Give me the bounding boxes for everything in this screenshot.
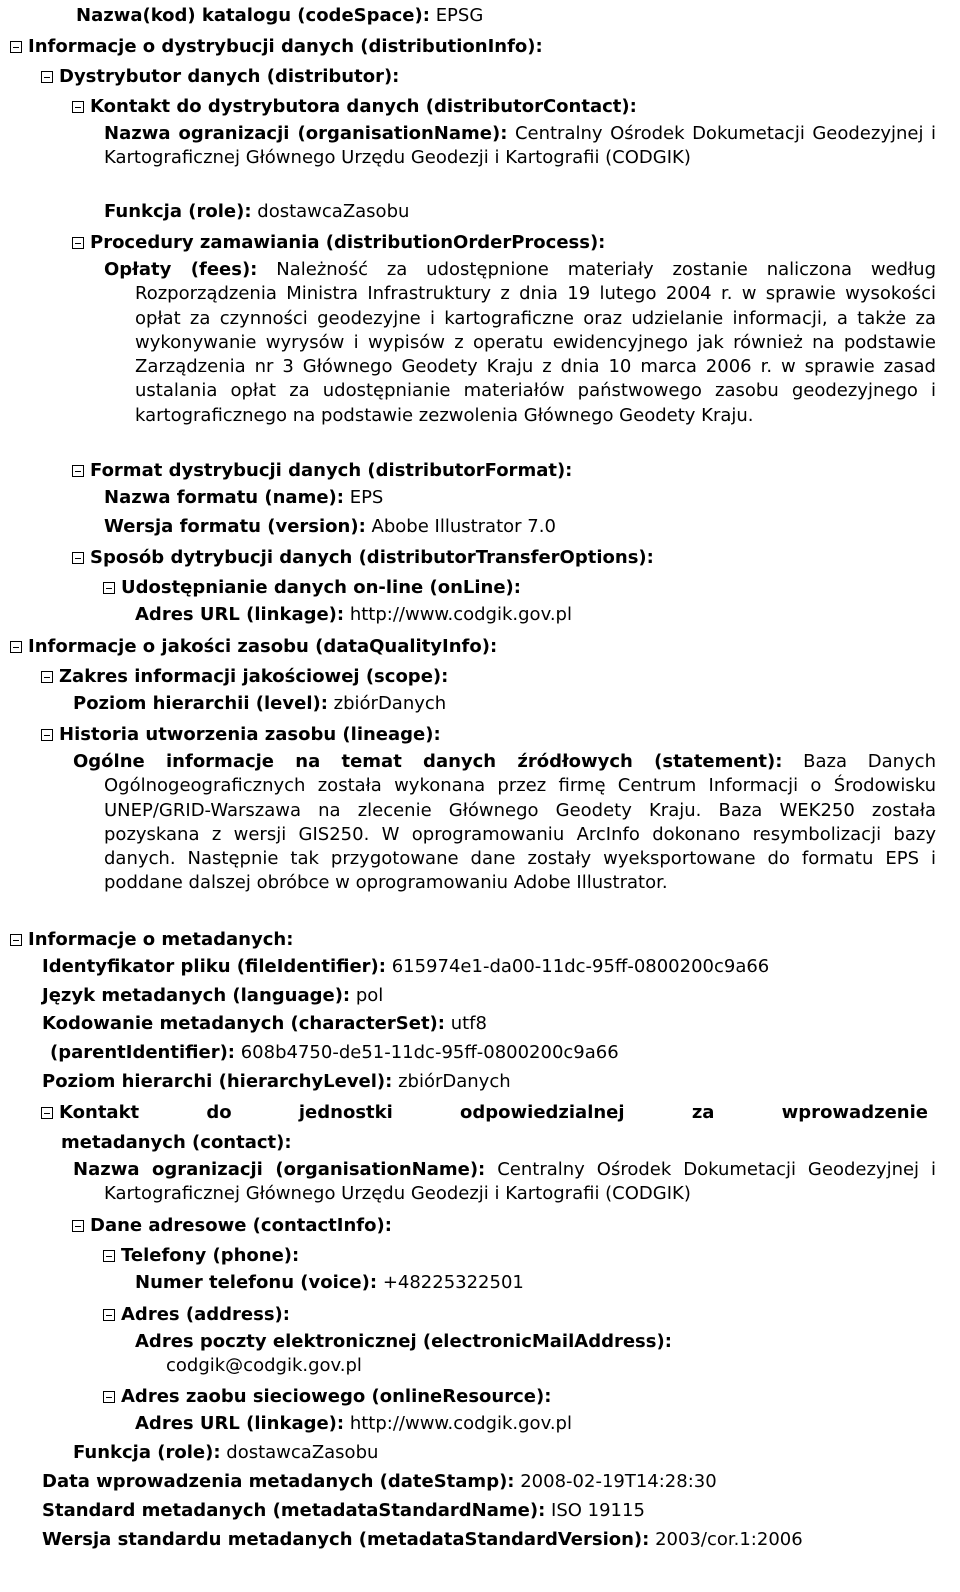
section-scope[interactable]: [41, 665, 448, 689]
collapse-icon[interactable]: [72, 101, 84, 113]
section-data-quality[interactable]: [10, 635, 497, 659]
role-value: dostawcaZasobu: [226, 1442, 379, 1463]
lineage-statement-field: [73, 750, 936, 896]
section-metadata-contact[interactable]: [41, 1101, 928, 1125]
language-row: [42, 984, 383, 1008]
format-version-value: Abobe Illustrator 7.0: [371, 516, 556, 537]
collapse-icon[interactable]: [103, 1309, 115, 1321]
collapse-icon[interactable]: [41, 671, 53, 683]
section-lineage[interactable]: [41, 723, 441, 747]
hierarchy-value: zbiórDanych: [398, 1071, 511, 1092]
collapse-icon[interactable]: [10, 934, 22, 946]
standard-name-value: ISO 19115: [551, 1500, 645, 1521]
contact-title-line: Kontakt do jednostki odpowiedzialnej za wprowadzenie: [41, 1101, 928, 1125]
section-phone[interactable]: [103, 1244, 299, 1268]
format-name-value: EPS: [349, 487, 384, 508]
voice-row: [135, 1271, 524, 1295]
voice-value: +48225322501: [382, 1272, 524, 1293]
standard-name-label: Standard metadanych (metadataStandardName):: [42, 1500, 546, 1521]
section-address[interactable]: [103, 1303, 290, 1327]
file-identifier-row: [42, 955, 769, 979]
level-value: zbiórDanych: [333, 693, 447, 714]
section-title: Informacje o metadanych:: [28, 929, 294, 950]
section-title: Informacje o dystrybucji danych (distributionInfo):: [28, 36, 543, 57]
section-title: Udostępnianie danych on-line (onLine):: [121, 577, 521, 598]
codespace-row: [76, 4, 483, 28]
collapse-icon[interactable]: [41, 1107, 53, 1119]
section-online-resource[interactable]: [103, 1385, 551, 1409]
url-label: Adres URL (linkage):: [135, 604, 345, 625]
org-name-label: Nazwa ogranizacji (organisationName):: [73, 1159, 486, 1180]
language-label: Język metadanych (language):: [42, 985, 351, 1006]
collapse-icon[interactable]: [10, 641, 22, 653]
datestamp-value: 2008-02-19T14:28:30: [520, 1471, 717, 1492]
section-title: Telefony (phone):: [121, 1245, 300, 1266]
section-title: Dane adresowe (contactInfo):: [90, 1215, 392, 1236]
section-distribution-info[interactable]: [10, 35, 543, 59]
section-distributor[interactable]: [41, 65, 399, 89]
section-transfer-options[interactable]: [72, 546, 654, 570]
section-online[interactable]: [103, 576, 521, 600]
collapse-icon[interactable]: [41, 729, 53, 741]
section-title: Sposób dytrybucji danych (distributorTransferOptions):: [90, 547, 654, 568]
fees-label: Opłaty (fees):: [104, 259, 258, 280]
section-order-process[interactable]: [72, 231, 605, 255]
url-value[interactable]: http://www.codgik.gov.pl: [349, 604, 572, 625]
section-title: Procedury zamawiania (distributionOrderProcess):: [90, 232, 606, 253]
org-name-value: Centralny Ośrodek Dokumetacji Geodezyjnej i Kartograficznej Głównego Urzędu Geodezji i Kartografii (CODGIK): [104, 1159, 937, 1205]
standard-version-label: Wersja standardu metadanych (metadataStandardVersion):: [42, 1529, 650, 1550]
parent-id-label: (parentIdentifier):: [50, 1042, 235, 1063]
metadata-org-field: [73, 1158, 936, 1207]
section-title: Zakres informacji jakościowej (scope):: [59, 666, 449, 687]
collapse-icon[interactable]: [103, 582, 115, 594]
charset-row: [42, 1012, 487, 1036]
language-value: pol: [355, 985, 384, 1006]
standard-version-value: 2003/cor.1:2006: [655, 1529, 803, 1550]
section-title: Informacje o jakości zasobu (dataQualityInfo):: [28, 636, 498, 657]
collapse-icon[interactable]: [72, 1220, 84, 1232]
section-distributor-contact[interactable]: [72, 95, 637, 119]
file-id-label: Identyfikator pliku (fileIdentifier):: [42, 956, 386, 977]
url-label: Adres URL (linkage):: [135, 1413, 345, 1434]
org-name-value: Centralny Ośrodek Dokumetacji Geodezyjnej i Kartograficznej Głównego Urzędu Geodezji i Kartografii (CODGIK): [104, 123, 936, 169]
hierarchy-level-row: [42, 1070, 511, 1094]
level-label: Poziom hierarchii (level):: [73, 693, 328, 714]
format-version-row: [104, 515, 556, 539]
collapse-icon[interactable]: [72, 552, 84, 564]
section-distributor-format[interactable]: [72, 459, 572, 483]
collapse-icon[interactable]: [41, 71, 53, 83]
file-id-value: 615974e1-da00-11dc-95ff-0800200c9a66: [391, 956, 770, 977]
collapse-icon[interactable]: [72, 465, 84, 477]
url-value[interactable]: http://www.codgik.gov.pl: [349, 1413, 572, 1434]
collapse-icon[interactable]: [103, 1250, 115, 1262]
section-title: Format dystrybucji danych (distributorFormat):: [90, 460, 573, 481]
email-value[interactable]: codgik@codgik.gov.pl: [166, 1355, 362, 1376]
role-label: Funkcja (role):: [73, 1442, 221, 1463]
standard-name-row: [42, 1499, 645, 1523]
section-title: Historia utworzenia zasobu (lineage):: [59, 724, 441, 745]
distributor-role-row: [104, 200, 409, 224]
section-title: Adres (address):: [121, 1304, 290, 1325]
collapse-icon[interactable]: [72, 237, 84, 249]
collapse-icon[interactable]: [10, 41, 22, 53]
codespace-label: Nazwa(kod) katalogu (codeSpace):: [76, 5, 430, 26]
hierarchy-label: Poziom hierarchi (hierarchyLevel):: [42, 1071, 393, 1092]
role-label: Funkcja (role):: [104, 201, 252, 222]
org-name-label: Nazwa ogranizacji (organisationName):: [104, 123, 508, 144]
statement-value: Baza Danych Ogólnogeograficznych została wykonana przez firmę Centrum Informacji o Środowisku UNEP/GRID-Warszawa na zlecenie Głównego Geodety Kraju. Baza WEK250 została pozyskana z wersji GIS250. W oprogramowaniu ArcInfo dokonano resymbolizacji bazy danych. Następnie tak przygotowane dane zostały wyeksportowane do formatu EPS i poddane dalszej obróbce w oprogramowaniu Adobe Illustrator.: [104, 751, 936, 894]
metadata-url-row: [135, 1412, 572, 1436]
section-contact-info[interactable]: [72, 1214, 392, 1238]
email-label: Adres poczty elektronicznej (electronicMailAddress):: [135, 1331, 672, 1352]
fees-value: Należność za udostępnione materiały zostanie naliczona według Rozporządzenia Ministra Infrastruktury z dnia 19 lutego 2004 r. w sprawie wysokości opłat za czynności geodezyjne i kartograficzne oraz udzielanie informacji, a także za wykonywanie wyrysów i wypisów z operatu ewidencyjnego jak również na podstawie Zarządzenia nr 3 Głównego Geodety Kraju z dnia 10 marca 2006 r. w sprawie zasad ustalania opłat za udostępnianie materiałów państwowego zasobu geodezyjnego i kartograficznego na podstawie zezwolenia Głównego Geodety Kraju.: [135, 259, 937, 426]
role-value: dostawcaZasobu: [257, 201, 410, 222]
section-title: Dystrybutor danych (distributor):: [59, 66, 400, 87]
codespace-value: EPSG: [435, 5, 484, 26]
datestamp-label: Data wprowadzenia metadanych (dateStamp):: [42, 1471, 515, 1492]
collapse-icon[interactable]: [103, 1391, 115, 1403]
datestamp-row: [42, 1470, 717, 1494]
email-value-row: [166, 1354, 362, 1378]
section-metadata-info[interactable]: [10, 928, 293, 952]
distributor-org-field: [104, 122, 936, 171]
section-title: Kontakt do dystrybutora danych (distributorContact):: [90, 96, 637, 117]
voice-label: Numer telefonu (voice):: [135, 1272, 378, 1293]
statement-label: Ogólne informacje na temat danych źródłowych (statement):: [73, 751, 783, 772]
scope-level-row: [73, 692, 446, 716]
metadata-role-row: [73, 1441, 378, 1465]
fees-field: [104, 258, 936, 428]
format-name-label: Nazwa formatu (name):: [104, 487, 344, 508]
parent-id-value: 608b4750-de51-11dc-95ff-0800200c9a66: [240, 1042, 619, 1063]
charset-value: utf8: [450, 1013, 487, 1034]
distribution-url-row: [135, 603, 572, 627]
section-title: Adres zaobu sieciowego (onlineResource):: [121, 1386, 552, 1407]
contact-title-start: Kontakt: [41, 1101, 139, 1125]
contact-title-line-2: metadanych (contact):: [61, 1132, 292, 1153]
standard-version-row: [42, 1528, 803, 1552]
parent-identifier-row: [50, 1041, 619, 1065]
format-version-label: Wersja formatu (version):: [104, 516, 366, 537]
email-label-row: [135, 1330, 672, 1354]
format-name-row: [104, 486, 383, 510]
charset-label: Kodowanie metadanych (characterSet):: [42, 1013, 445, 1034]
